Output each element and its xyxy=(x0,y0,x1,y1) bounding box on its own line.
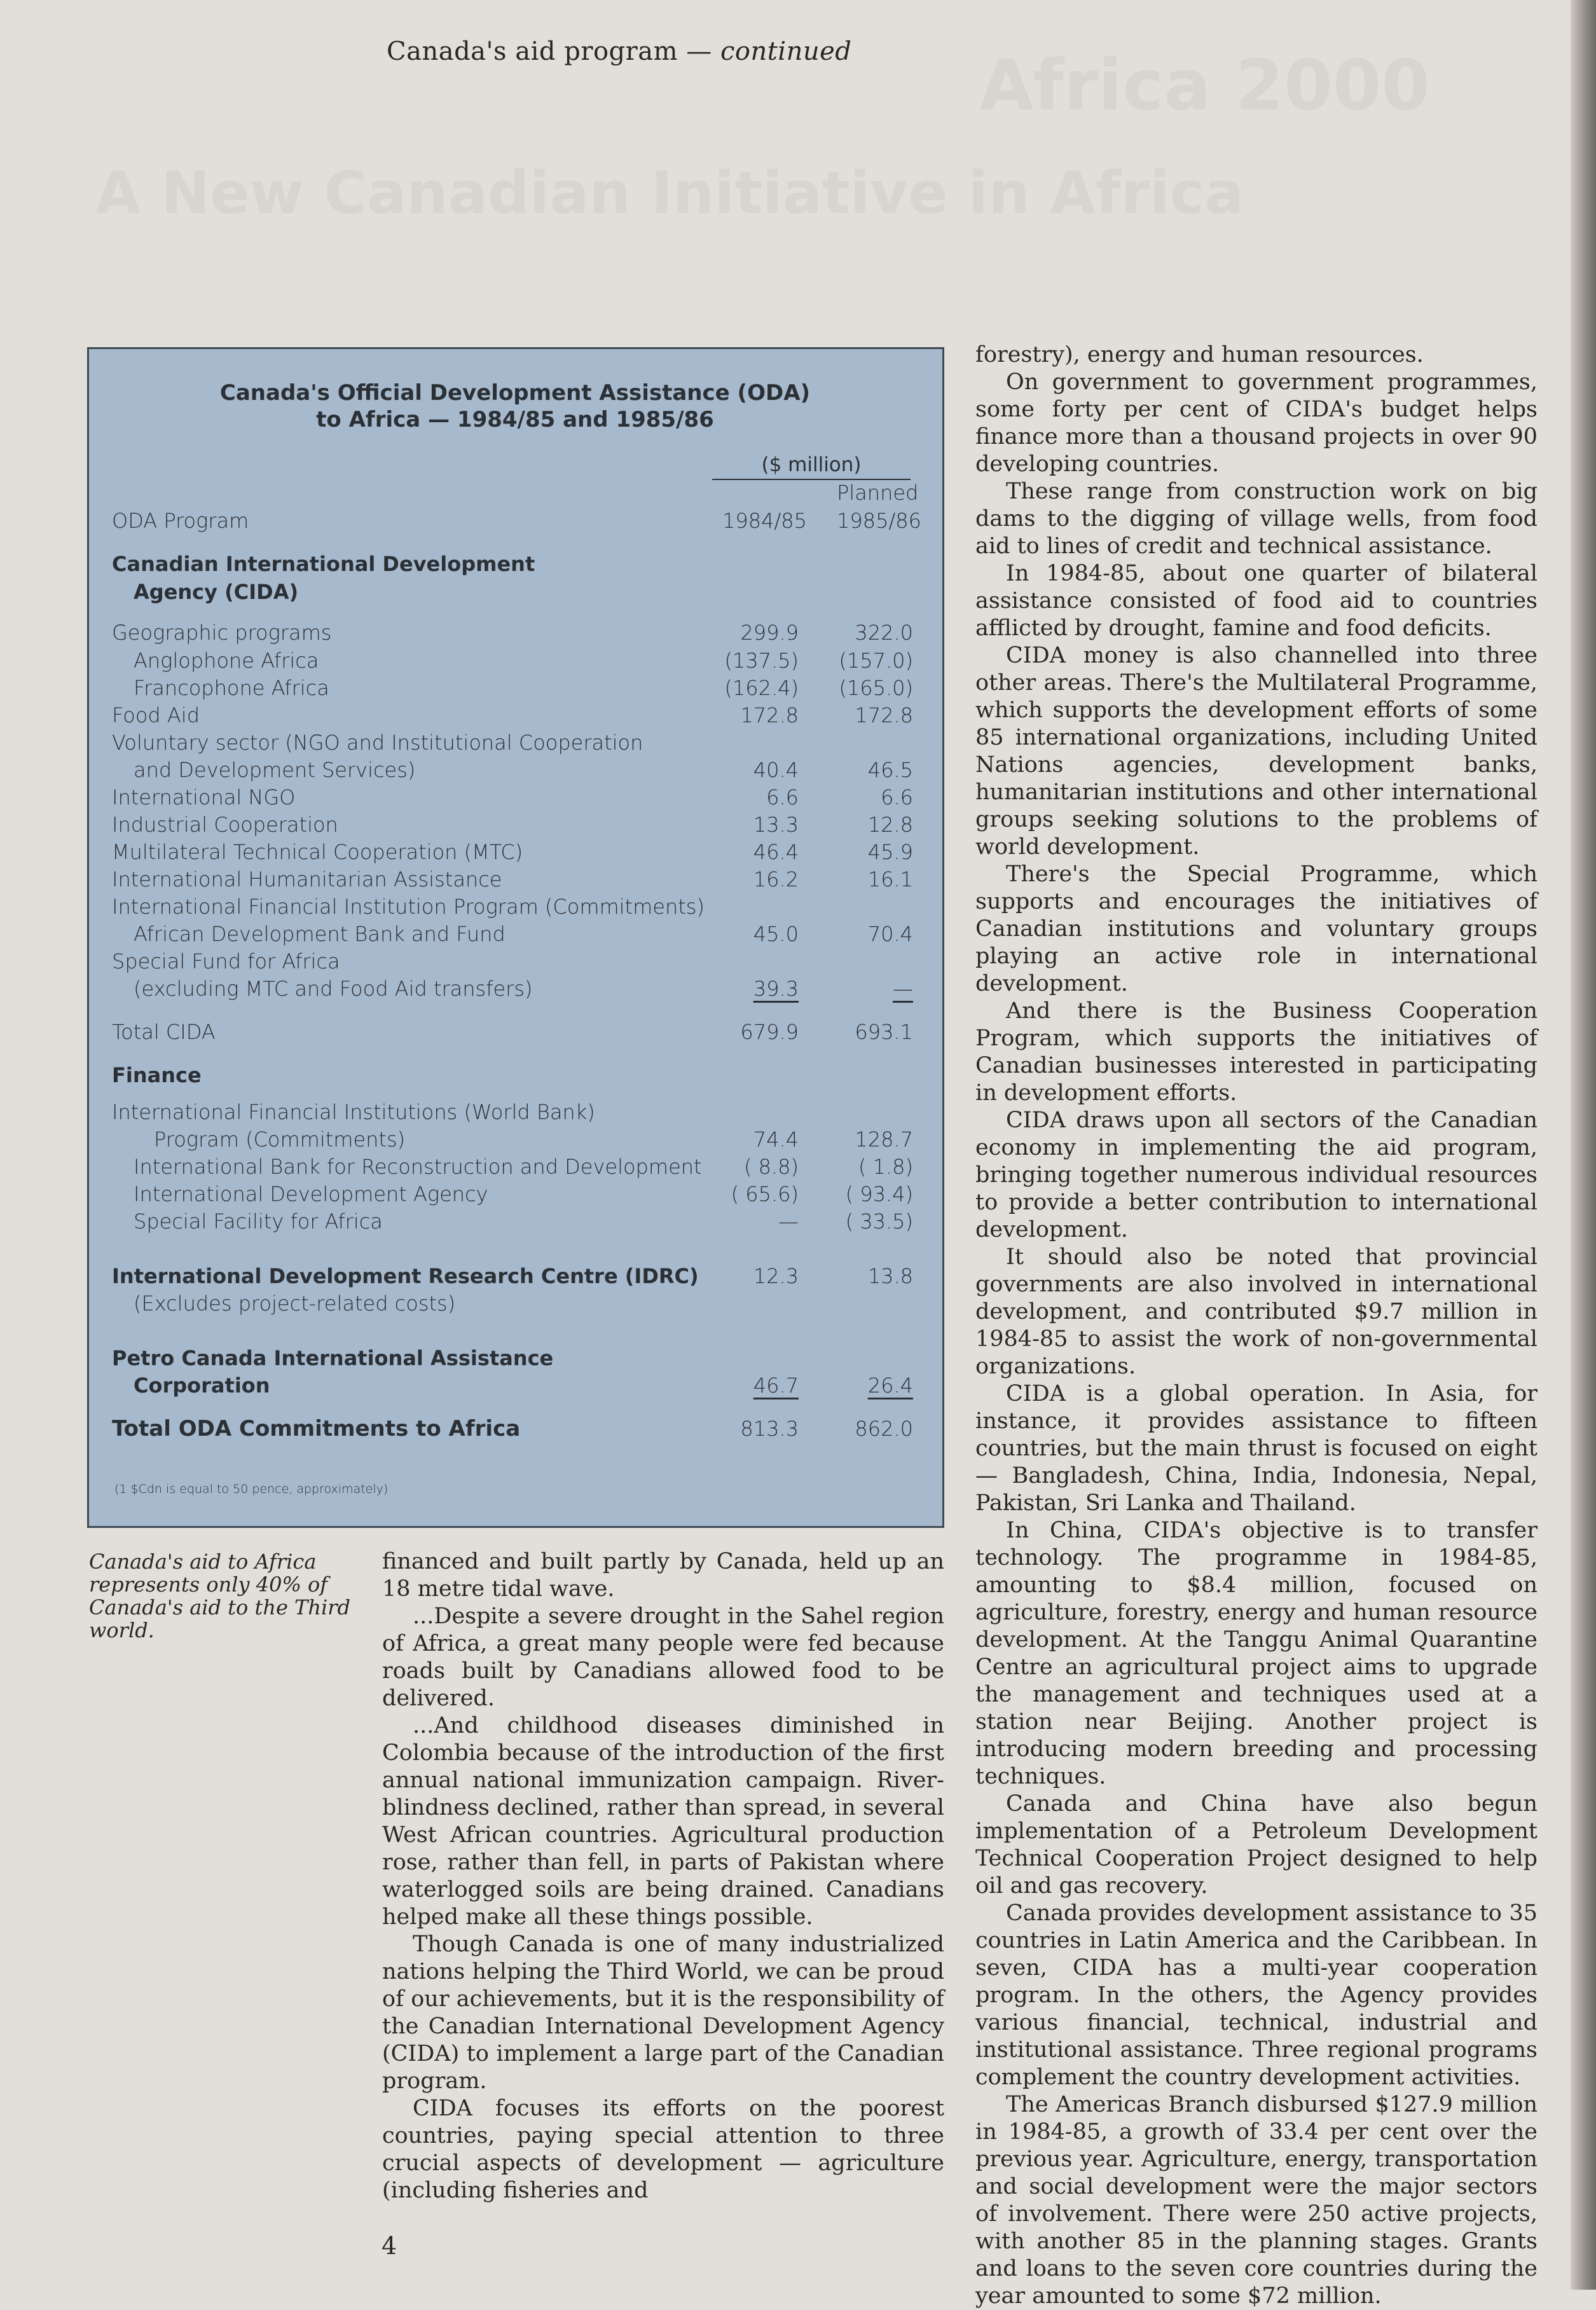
paragraph: CIDA money is also channelled into three other areas. There's the Multilateral Programme, which supports the development efforts of some 85 international organizations, including United Nations agencies, development banks, humanitarian institutions and other international groups seeking solutions to the problems of world development. xyxy=(975,643,1538,860)
paragraph: On government to government programmes, some forty per cent of CIDA's budget helps finance more than a thousand projects in over 90 developing countries. xyxy=(975,369,1538,477)
table-row: Corporation 46.7 26.4 xyxy=(134,1373,913,1398)
paragraph: In 1984-85, about one quarter of bilateral assistance consisted of food aid to countries afflicted by drought, famine and food deficits. xyxy=(975,561,1538,641)
paragraph: forestry), energy and human resources. xyxy=(975,342,1424,368)
header-title: Canada's aid program — xyxy=(387,37,712,66)
table-row-petro-canada: Petro Canada International Assistance xyxy=(112,1346,554,1370)
oda-table xyxy=(87,347,944,1528)
table-column-header xyxy=(112,507,926,535)
column-header-1985: 1985/86 xyxy=(837,509,921,533)
table-row: (excluding MTC and Food Aid transfers) 39.3 — xyxy=(134,977,913,1001)
table-caption: Canada's aid to Africa represents only 40% of Canada's aid to the Third world. xyxy=(89,1550,351,1642)
paragraph: And there is the Business Cooperation Program, which supports the initiatives of Canadian businesses interested in participating in development efforts. xyxy=(975,998,1538,1106)
table-row: Special Fund for Africa xyxy=(112,949,340,973)
table-row: International NGO 6.6 6.6 xyxy=(112,785,913,809)
paragraph: These range from construction work on big dams to the digging of village wells, from food aid to lines of credit and technical assistance. xyxy=(975,479,1538,559)
table-row: International Bank for Reconstruction and Development ( 8.8) ( 1.8) xyxy=(134,1155,913,1179)
paragraph: CIDA is a global operation. In Asia, for instance, it provides assistance to fifteen countries, but the main thrust is focused on eight — Bangladesh, China, India, Indonesia, Nepal, Pakistan, Sri Lanka and Thailand. xyxy=(975,1381,1538,1516)
paragraph: Canada and China have also begun implementation of a Petroleum Development Technical Cooperation Project designed to help oil and gas recovery. xyxy=(975,1791,1538,1899)
table-row: Food Aid 172.8 172.8 xyxy=(112,703,913,727)
table-row: (Excludes project-related costs) xyxy=(134,1291,456,1316)
table-row: International Financial Institutions (World Bank) xyxy=(112,1100,595,1124)
header-continued: continued xyxy=(720,37,852,66)
running-header xyxy=(387,37,851,66)
right-column xyxy=(975,341,1538,2310)
table-row-idrc: International Development Research Centre (IDRC) 12.3 13.8 xyxy=(112,1264,913,1288)
paragraph: It should also be noted that provincial governments are also involved in international development, and contributed $9.7 million in 1984-85 to assist the work of non-governmental organizations. xyxy=(975,1244,1538,1379)
paragraph: Canada provides development assistance to 35 countries in Latin America and the Caribbean. In seven, CIDA has a multi-year cooperation program. In the others, the Agency provides various financial, technical, industrial and institutional assistance. Three regional programs complement the country development activities. xyxy=(975,1901,1538,2090)
bleed-through-title: Africa 2000 xyxy=(979,45,1430,126)
table-row: International Financial Institution Program (Commitments) xyxy=(112,895,705,919)
middle-column xyxy=(382,1548,944,2204)
paragraph: There's the Special Programme, which supports and encourages the initiatives of Canadian institutions and voluntary groups playing an active role in international development. xyxy=(975,862,1538,996)
table-title-line1: Canada's Official Development Assistance (ODA) xyxy=(219,380,811,406)
bleed-through-subtitle: A New Canadian Initiative in Africa xyxy=(95,159,1244,227)
table-row-finance: Finance xyxy=(112,1063,202,1087)
table-row: Anglophone Africa (137.5) (157.0) xyxy=(134,649,913,673)
column-header-1984: 1984/85 xyxy=(722,509,807,533)
table-row-total-cida: Total CIDA 679.9 693.1 xyxy=(112,1020,913,1044)
table-row: Canadian International Development xyxy=(112,552,535,576)
table-row: Voluntary sector (NGO and Institutional Cooperation xyxy=(112,731,643,755)
page-number: 4 xyxy=(382,2232,397,2260)
paragraph: CIDA focuses its efforts on the poorest countries, paying special attention to three crucial aspects of development — agriculture (including fisheries and xyxy=(382,2096,944,2203)
table-row: Francophone Africa (162.4) (165.0) xyxy=(134,676,913,700)
table-row: and Development Services) 40.4 46.5 xyxy=(134,758,913,782)
table-row: Industrial Cooperation 13.3 12.8 xyxy=(112,813,913,837)
paragraph: Though Canada is one of many industrialized nations helping the Third World, we can be proud of our achievements, but it is the responsibility of the Canadian International Development Agency (CIDA) to implement a large part of the Canadian program. xyxy=(382,1932,944,2094)
table-footnote: (1 $Cdn is equal to 50 pence, approximately) xyxy=(114,1482,389,1496)
paragraph: CIDA draws upon all sectors of the Canadian economy in implementing the aid program, bringing together numerous individual resources to provide a better contribution to international development. xyxy=(975,1108,1538,1242)
table-title-line2: to Africa — 1984/85 and 1985/86 xyxy=(316,407,714,432)
paragraph: financed and built partly by Canada, held up an 18 metre tidal wave. xyxy=(382,1549,944,1602)
table-row: Multilateral Technical Cooperation (MTC) 46.4 45.9 xyxy=(112,840,913,864)
paragraph: The Americas Branch disbursed $127.9 million in 1984-85, a growth of 33.4 per cent over the previous year. Agriculture, energy, transportation and social development were the major sectors of involvement. There were 250 active projects, with another 85 in the planning stages. Grants and loans to the seven core countries during the year amounted to some $72 million. xyxy=(975,2092,1538,2309)
paragraph: ...And childhood diseases diminished in Colombia because of the introduction of the first annual national immunization campaign. River-blindness declined, rather than spread, in several West African countries. Agricultural production rose, rather than fell, in parts of Pakistan where waterlogged soils are being drained. Canadians helped make all these things possible. xyxy=(382,1713,944,1930)
table-row: Program (Commitments) 74.4 128.7 xyxy=(154,1127,913,1152)
table-row: International Development Agency ( 65.6) ( 93.4) xyxy=(134,1182,913,1206)
paragraph: ...Despite a severe drought in the Sahel region of Africa, a great many people were fed because roads built by Canadians allowed food to be delivered. xyxy=(382,1604,944,1711)
page-edge-shadow xyxy=(1571,0,1596,2290)
table-row: International Humanitarian Assistance 16.2 16.1 xyxy=(112,867,913,891)
paragraph: In China, CIDA's objective is to transfer technology. The programme in 1984-85, amounting to $8.4 million, focused on agriculture, forestry, energy and human resource development. At the Tanggu Animal Quarantine Centre an agricultural project aims to upgrade the management and techniques used at a station near Beijing. Another project is introducing modern breeding and processing techniques. xyxy=(975,1518,1538,1789)
table-row: Agency (CIDA) xyxy=(134,580,299,604)
table-row: African Development Bank and Fund 45.0 70.4 xyxy=(134,922,913,946)
table-row-total-oda: Total ODA Commitments to Africa 813.3 862.0 xyxy=(112,1416,913,1441)
column-header-label: ODA Program xyxy=(112,509,249,533)
table-unit: ($ million) xyxy=(712,451,911,480)
table-row: Special Facility for Africa — ( 33.5) xyxy=(134,1209,913,1234)
table-header-planned: Planned xyxy=(837,481,919,505)
table-row: Geographic programs 299.9 322.0 xyxy=(112,621,913,645)
